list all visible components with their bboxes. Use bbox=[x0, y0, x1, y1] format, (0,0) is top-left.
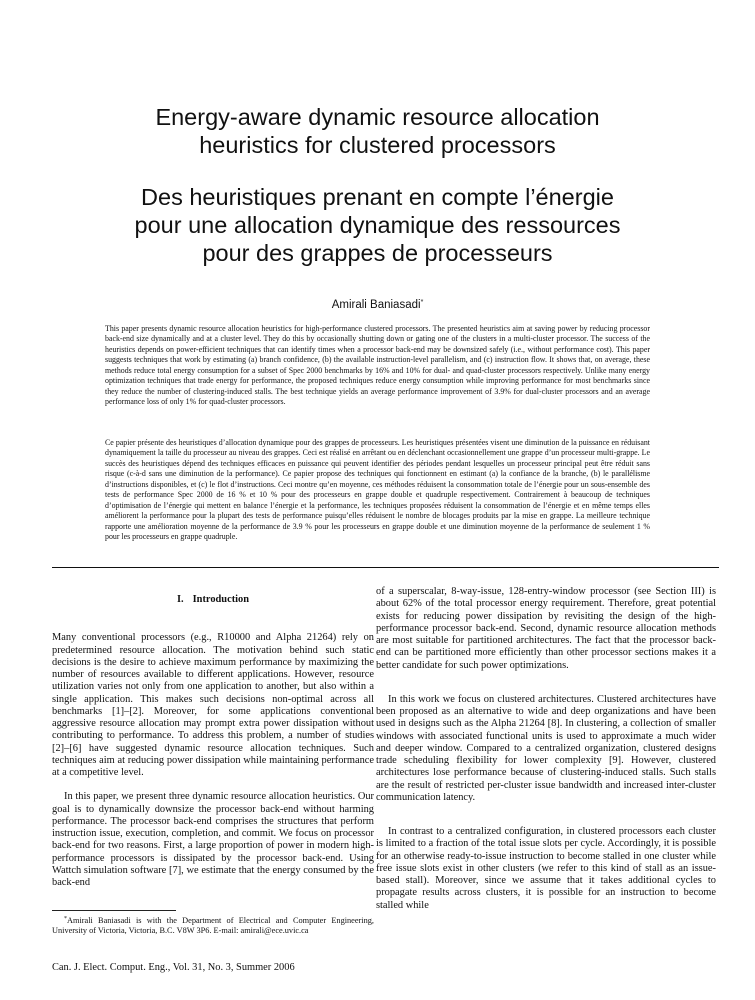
journal-citation: Can. J. Elect. Comput. Eng., Vol. 31, No. 3, Summer 2006 bbox=[52, 962, 295, 973]
title-french-line-2: pour une allocation dynamique des ressources bbox=[134, 212, 621, 238]
title-english-line-1: Energy-aware dynamic resource allocation bbox=[155, 104, 600, 130]
title-english-line-2: heuristics for clustered processors bbox=[199, 132, 556, 158]
body-paragraph: In contrast to a centralized configuration, in clustered processors each cluster is limited to a fraction of the total issue slots per cycle. Accordingly, it is possible for an otherwise ready-to-issue instruction to become stalled in one cluster while free issue slots exist in other clusters (we refer to this kind of stall as an issue-based stall). Moreover, since we assume that it takes additional cycles to propagate results across clusters, it is possible for an instruction to become stalled while bbox=[376, 826, 716, 911]
author-footnote-mark: * bbox=[420, 299, 424, 306]
body-paragraph: Many conventional processors (e.g., R10000 and Alpha 21264) rely on predetermined resource allocation. The motivation behind such static decisions is the desire to achieve maximum performance by maximizing the number of resources available to different applications. However, resource utilization varies not only from one application to another, but also within a single application. This makes such decisions non-optimal across all benchmarks [1]–[2]. Moreover, for some applications conventional aggressive resource allocation may prompt extra power dissipation without contributing to performance. To address this problem, a number of studies [2]–[6] have suggested dynamic resource allocation techniques. Such techniques aim at reducing power dissipation while maintaining performance at a competitive level. bbox=[52, 632, 374, 778]
author-name: Amirali Baniasadi bbox=[331, 299, 421, 311]
section-title: Introduction bbox=[192, 594, 250, 605]
title-french-line-1: Des heuristiques prenant en compte l’énergie bbox=[141, 184, 614, 210]
footnote bbox=[52, 914, 374, 937]
title-english bbox=[0, 103, 755, 159]
abstract-english: This paper presents dynamic resource allocation heuristics for high-performance clustered processors. The presented heuristics aim at saving power by reducing processor back-end size dynamically and at a cluster level. They do this by occasionally shutting down or gating one of the clusters in a multi-cluster processor. The success of the heuristics depends on power-efficient techniques that can identify times when a processor back-end may be downsized safely (i.e., without performance cost). This paper suggests techniques that work by estimating (a) branch confidence, (b) the available instruction-level parallelism, and (c) instruction flow. It shows that, on average, these methods reduce total energy consumption for a subset of Spec 2000 benchmarks by 16% and 10% for dual- and quad-cluster processors respectively. Unlike many energy optimization techniques that trade energy for performance, the proposed techniques reduce energy consumption while improving performance for most benchmarks since they reduce the number of clustering-induced stalls. The best technique yields an average performance improvement of 3.9% for dual-cluster processors and an average performance loss of only 1% for quad-cluster processors. bbox=[105, 324, 650, 407]
horizontal-rule bbox=[52, 567, 719, 568]
footnote-text: Amirali Baniasadi is with the Department of Electrical and Computer Engineering, University of Victoria, Victoria, B.C. V8W 3P6. E-mail: amirali@ece.uvic.ca bbox=[52, 916, 374, 936]
section-number: I. bbox=[176, 594, 184, 605]
author-line bbox=[0, 299, 755, 311]
section-heading bbox=[52, 594, 374, 606]
body-paragraph: In this work we focus on clustered architectures. Clustered architectures have been proposed as an alternative to wide and deep organizations and have been used in designs such as the Alpha 21264 [8]. In clustering, a collection of smaller windows with associated functional units is used to approximate a much wider and deeper window. Compared to a centralized organization, clustered designs trade scheduling flexibility for lower complexity [9]. However, clustered architectures lose performance because of clustering-induced stalls. Such stalls are the result of restricted per-cluster issue bandwidth and increased inter-cluster communication latency. bbox=[376, 693, 716, 803]
left-column bbox=[52, 586, 374, 889]
title-french bbox=[0, 183, 755, 267]
body-paragraph: of a superscalar, 8-way-issue, 128-entry-window processor (see Section III) is about 62% of the total processor energy requirement. Therefore, great potential exists for reducing power dissipation by revisiting the design of the high-performance processor back-end. Second, dynamic resource allocation methods are most suitable for partitioned architectures. The fact that the processor back-end can be partitioned more efficiently than other processor sections makes it a better candidate for such power optimizations. bbox=[376, 586, 716, 671]
footnote-mark: * bbox=[64, 916, 67, 922]
right-column bbox=[376, 586, 716, 912]
body-paragraph: In this paper, we present three dynamic resource allocation heuristics. Our goal is to dynamically downsize the processor back-end without harming performance. The processor back-end comprises the structures that perform instruction issue, execution, completion, and commit. We focus on processor back-end for two reasons. First, a large proportion of power in modern high-performance processors is dissipated by the processor back-end. Using Wattch simulation software [7], we estimate that the energy consumed by the back-end bbox=[52, 791, 374, 888]
footnote-divider bbox=[52, 910, 176, 911]
abstract-french: Ce papier présente des heuristiques d’allocation dynamique pour des grappes de processeurs. Les heuristiques présentées visent une diminution de la puissance en réduisant dynamiquement la taille du processeur au niveau des grappes. Ceci est réalisé en arrêtant ou en déclenchant occasionnellement une grappe d’un processeur multi-grappe. Le succès des heuristiques dépend des techniques efficaces en puissance qui peuvent identifier des périodes pendant lesquelles un processeur principal peut être réduit sans risque (c-à-d sans une diminution de la performance). Ce papier propose des techniques qui fonctionnent en estimant (a) la confiance de la branche, (b) le parallélisme d’instructions disponibles, et (c) le flot d’instructions. Ceci montre qu’en moyenne, ces méthodes réduisent la consommation totale de l’énergie pour un sous-ensemble des tests de performance Spec 2000 de 16 % et 10 % pour des processeurs en grappe double et quadruple respectivement. Contrairement à beaucoup de techniques d’optimisation de l’énergie qui mettent en balance l’énergie et la performance, les techniques proposées réduisent la consommation de l’énergie et en même temps elles améliorent la performance pour la plupart des tests de performance puisqu’elles réduisent le nombre de blocages produits par la mise en grappe. La meilleure technique rapporte une amélioration moyenne de la performance de 3.9 % pour les processeurs en grappe double et une diminution moyenne de la performance de seulement 1 % pour les processeurs en grappe quadruple. bbox=[105, 438, 650, 542]
title-french-line-3: pour des grappes de processeurs bbox=[202, 240, 553, 266]
